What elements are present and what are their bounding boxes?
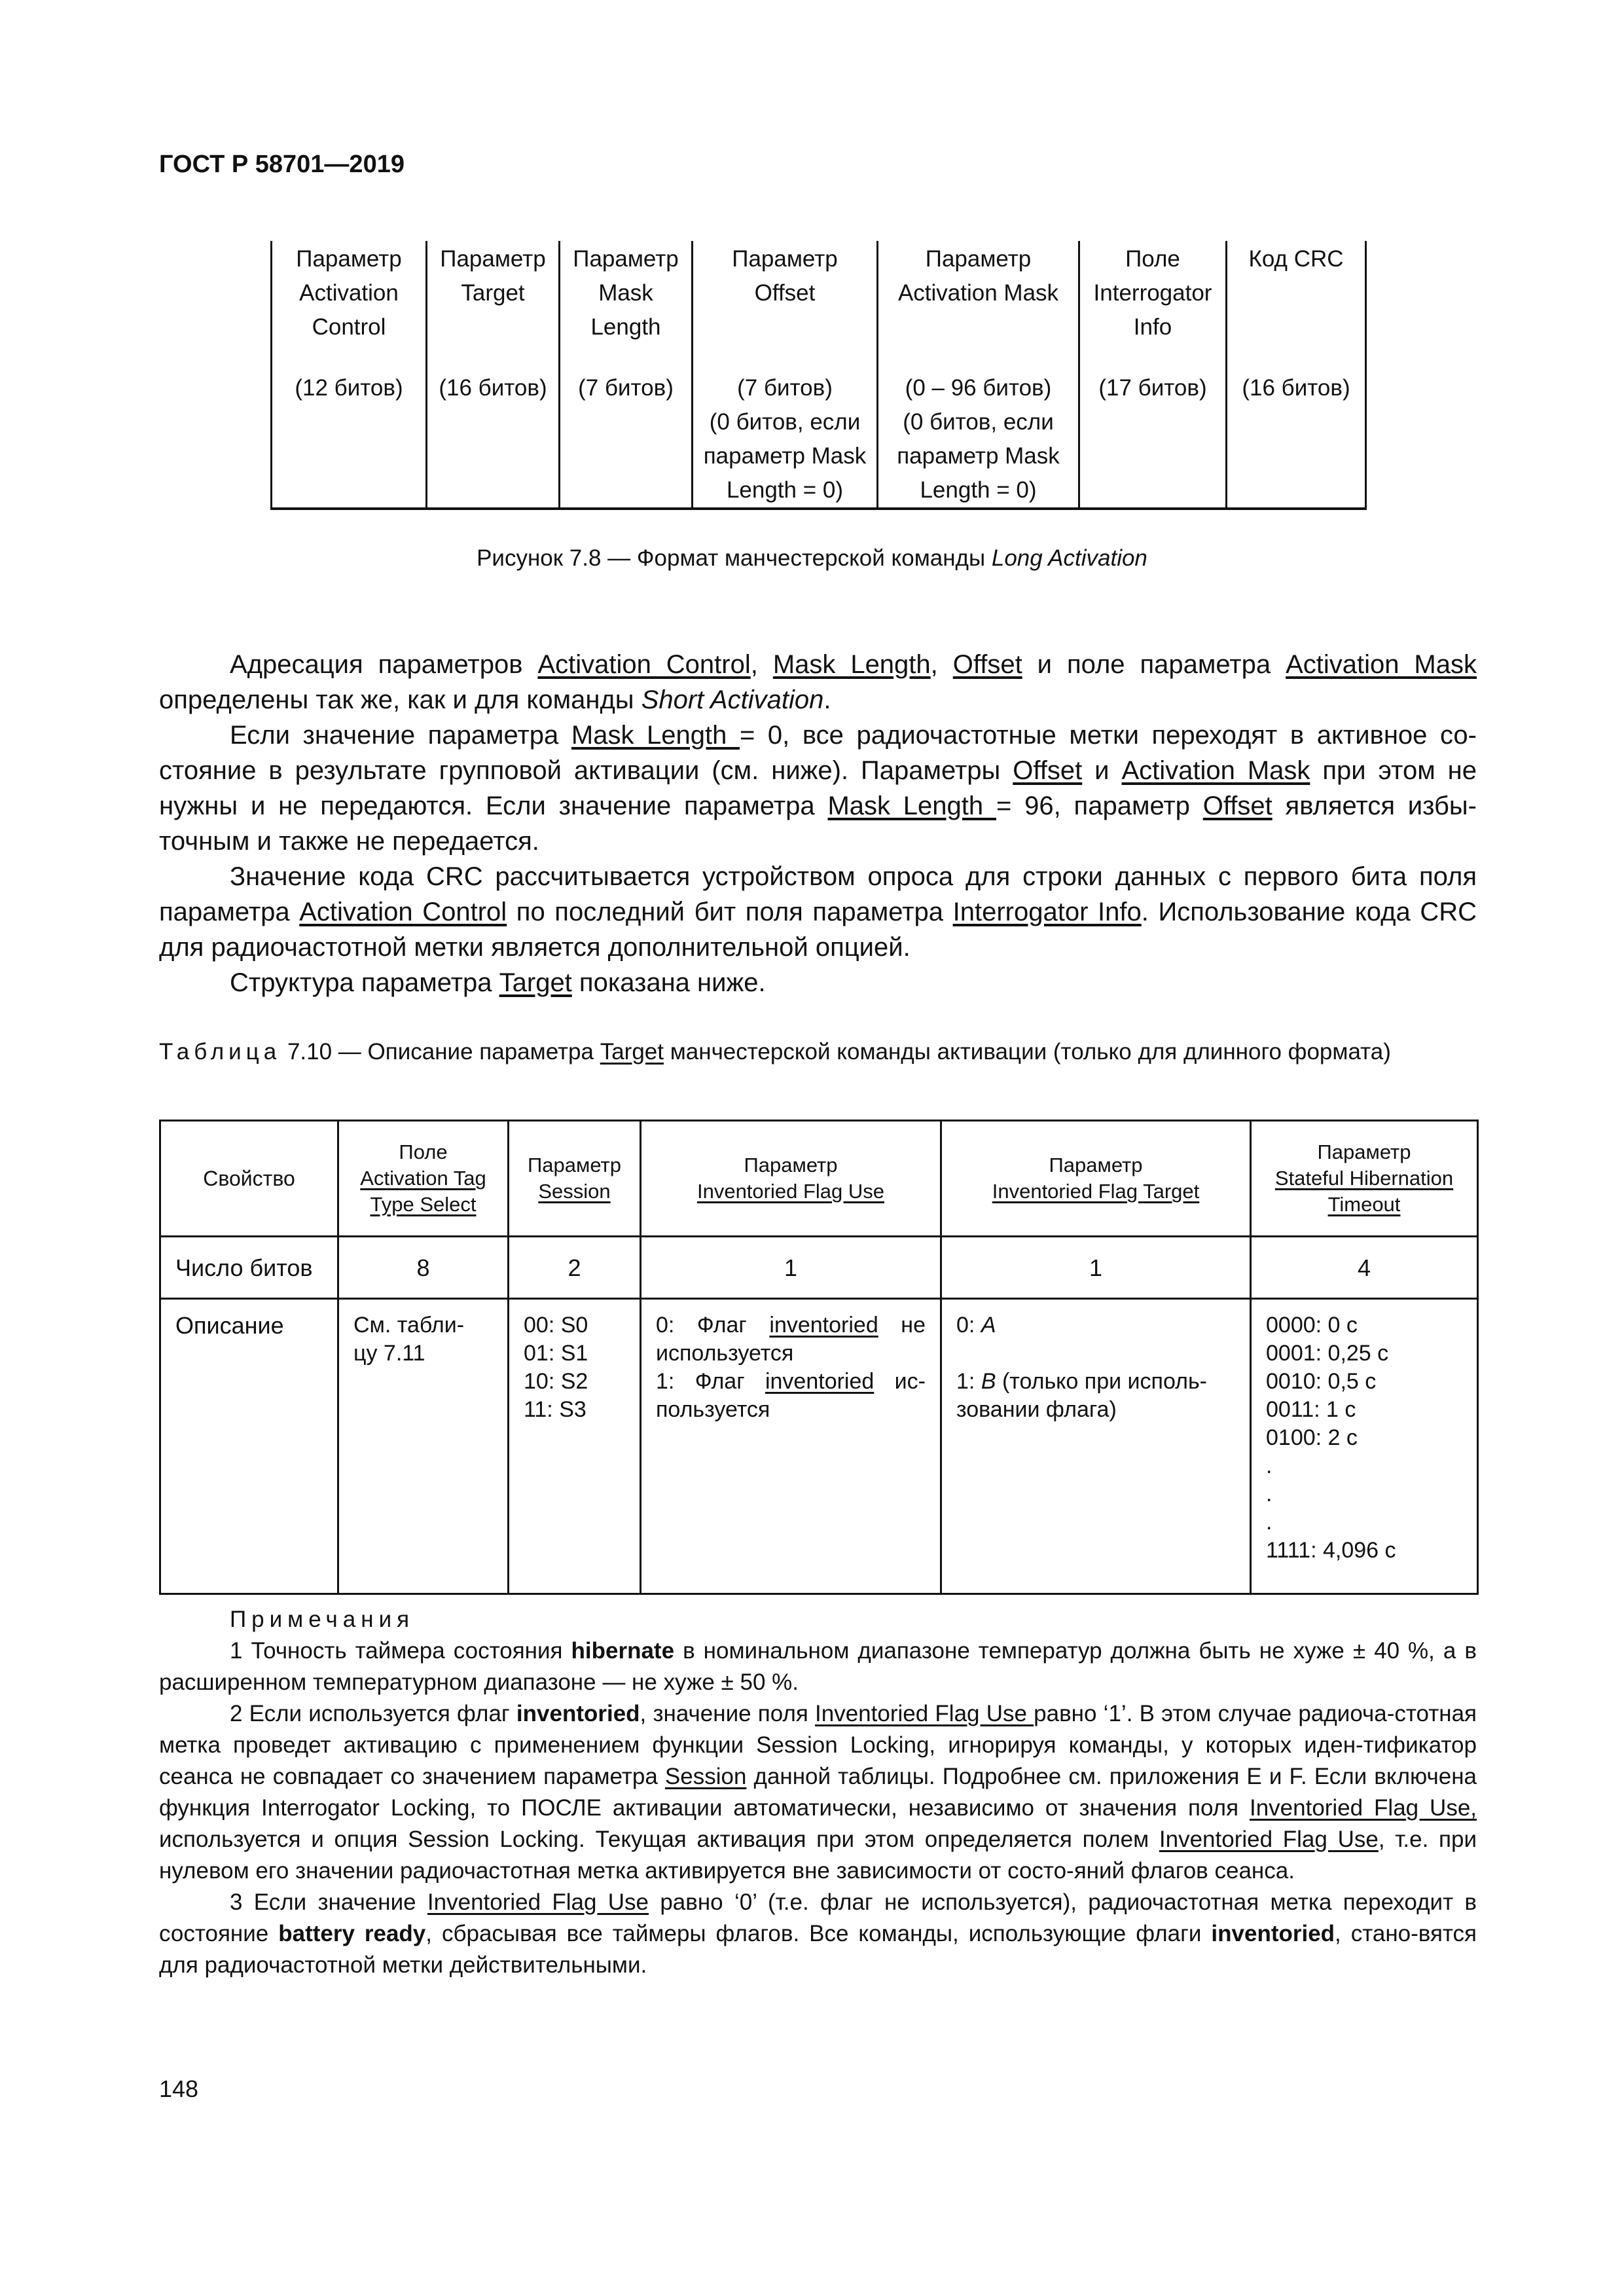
field-label: Activation xyxy=(272,276,427,310)
field-label: Target xyxy=(427,276,560,310)
bit-note xyxy=(1227,405,1366,439)
field-label: Control xyxy=(272,310,427,344)
table-row-description xyxy=(160,1299,1478,1594)
bit-note xyxy=(560,439,693,473)
table-cell: 0: A 1: B (только при исполь- зовании флага) xyxy=(941,1299,1251,1594)
body-text xyxy=(159,647,1477,1000)
field-label: Параметр xyxy=(272,241,427,276)
bit-note xyxy=(427,439,560,473)
bit-note xyxy=(1227,439,1366,473)
bit-note: Length = 0) xyxy=(878,473,1079,509)
field-label: Info xyxy=(1079,310,1227,344)
field-label xyxy=(1227,276,1366,310)
field-label: Поле xyxy=(1079,241,1227,276)
note-2: 2 Если используется флаг inventoried, значение поля Inventoried Flag Use равно ‘1’. В этом случае радиоча-стотная метка проведет активацию с применением функции Session Locking, игнорируя команды, у которых иден-тификатор сеанса не совпадает со значением параметра Session данной таблицы. Подробнее см. приложения E и F. Если включена функция Interrogator Locking, то ПОСЛЕ активации автоматически, независимо от значения поля Inventoried Flag Use, используется и опция Session Locking. Текущая активация при этом определяется полем Inventoried Flag Use, т.е. при нулевом его значении радиочастотная метка активируется вне зависимости от состо-яний флагов сеанса. xyxy=(159,1701,1477,1884)
field-label xyxy=(878,310,1079,344)
table-cell: 1 xyxy=(641,1237,941,1299)
paragraph: Значение кода CRC рассчитывается устройством опроса для строки данных с первого бита поля параметра Activation Control по последний бит поля параметра Interrogator Info. Использование кода CRC для радиочастотной метки является дополнительной опцией. xyxy=(159,862,1477,962)
bit-note: (0 битов, если xyxy=(693,405,878,439)
paragraph: Если значение параметра Mask Length = 0, все радиочастотные метки переходят в активное со-стояние в результате групповой активации (см. ниже). Параметры Offset и Activation Mask при этом не нужны и не передаются. Если значение параметра Mask Length = 96, параметр Offset является избы-точным и также не передается. xyxy=(159,721,1477,856)
figure-caption: Рисунок 7.8 — Формат манчестерской команды Long Activation xyxy=(477,545,1147,571)
bit-length-row xyxy=(272,371,1366,405)
note-1: 1 Точность таймера состояния hibernate в номинальном диапазоне температур должна быть не хуже ± 40 %, а в расширенном температурном диапазоне — не хуже ± 50 %. xyxy=(159,1638,1477,1695)
field-name-row-3 xyxy=(272,310,1366,344)
table-caption: Таблица 7.10 — Описание параметра Target манчестерской команды активации (только для длинного формата) xyxy=(159,1039,1391,1065)
column-header: Свойство xyxy=(160,1121,338,1237)
bit-note: параметр Mask xyxy=(878,439,1079,473)
row-label: Описание xyxy=(160,1299,338,1594)
bit-length: (16 битов) xyxy=(1227,371,1366,405)
bit-note xyxy=(1079,473,1227,509)
field-label: Interrogator xyxy=(1079,276,1227,310)
column-header: Параметр Session xyxy=(509,1121,641,1237)
bit-note xyxy=(1079,405,1227,439)
page-number: 148 xyxy=(159,2075,199,2102)
field-label: Length xyxy=(560,310,693,344)
bit-note xyxy=(1079,439,1227,473)
field-label: Параметр xyxy=(693,241,878,276)
bit-note xyxy=(560,473,693,509)
table-cell: 1 xyxy=(941,1237,1251,1299)
field-label xyxy=(427,310,560,344)
notes-section xyxy=(159,1604,1477,1981)
note-3: 3 Если значение Inventoried Flag Use равно ‘0’ (т.е. флаг не используется), радиочастотная метка переходит в состояние battery ready, сбрасывая все таймеры флагов. Все команды, использующие флаги inventoried, стано-вятся для радиочастотной метки действительными. xyxy=(159,1889,1477,1978)
bit-note xyxy=(427,473,560,509)
field-name-row-1 xyxy=(272,241,1366,276)
bit-length: (16 битов) xyxy=(427,371,560,405)
bit-note: (0 битов, если xyxy=(878,405,1079,439)
table-cell: 0: Флаг inventoried не используется 1: Флаг inventoried ис- пользуется xyxy=(641,1299,941,1594)
field-label: Код CRC xyxy=(1227,241,1366,276)
paragraph: Структура параметра Target показана ниже. xyxy=(230,968,766,997)
field-name-row-2 xyxy=(272,276,1366,310)
bit-length: (7 битов) xyxy=(560,371,693,405)
target-parameter-table xyxy=(159,1120,1479,1595)
table-cell: 4 xyxy=(1251,1237,1478,1299)
spacer-row xyxy=(272,344,1366,371)
bit-note: параметр Mask xyxy=(693,439,878,473)
bit-length: (0 – 96 битов) xyxy=(878,371,1079,405)
bit-note xyxy=(560,405,693,439)
table-cell: 8 xyxy=(338,1237,509,1299)
field-label: Offset xyxy=(693,276,878,310)
column-header: Параметр Inventoried Flag Target xyxy=(941,1121,1251,1237)
long-activation-format-figure xyxy=(270,241,1367,510)
bit-length: (17 битов) xyxy=(1079,371,1227,405)
field-label: Параметр xyxy=(878,241,1079,276)
bit-note xyxy=(1227,473,1366,509)
bit-note-row-1 xyxy=(272,405,1366,439)
field-label xyxy=(693,310,878,344)
table-header-row xyxy=(160,1121,1478,1237)
field-label: Mask xyxy=(560,276,693,310)
field-label xyxy=(1227,310,1366,344)
bit-note xyxy=(272,439,427,473)
bit-length: (7 битов) xyxy=(693,371,878,405)
column-header: Параметр Stateful Hibernation Timeout xyxy=(1251,1121,1478,1237)
paragraph: Адресация параметров Activation Control, Mask Length, Offset и поле параметра Activation Mask определены так же, как и для команды Short Activation. xyxy=(159,650,1477,714)
column-header: Параметр Inventoried Flag Use xyxy=(641,1121,941,1237)
table-cell: 2 xyxy=(509,1237,641,1299)
bit-note xyxy=(427,405,560,439)
column-header: Поле Activation Tag Type Select xyxy=(338,1121,509,1237)
bit-note-row-3 xyxy=(272,473,1366,509)
field-label: Параметр xyxy=(560,241,693,276)
bit-length: (12 битов) xyxy=(272,371,427,405)
table-row-bits xyxy=(160,1237,1478,1299)
table-cell: См. табли- цу 7.11 xyxy=(338,1299,509,1594)
document-header: ГОСТ Р 58701—2019 xyxy=(159,151,405,178)
table-cell: 0000: 0 с 0001: 0,25 с 0010: 0,5 с 0011: 1 с 0100: 2 с . . . 1111: 4,096 с xyxy=(1251,1299,1478,1594)
row-label: Число битов xyxy=(160,1237,338,1299)
bit-note-row-2 xyxy=(272,439,1366,473)
bit-note: Length = 0) xyxy=(693,473,878,509)
field-label: Параметр xyxy=(427,241,560,276)
bit-note xyxy=(272,405,427,439)
field-label: Activation Mask xyxy=(878,276,1079,310)
table-cell: 00: S0 01: S1 10: S2 11: S3 xyxy=(509,1299,641,1594)
bit-note xyxy=(272,473,427,509)
notes-heading: Примечания xyxy=(230,1607,415,1632)
